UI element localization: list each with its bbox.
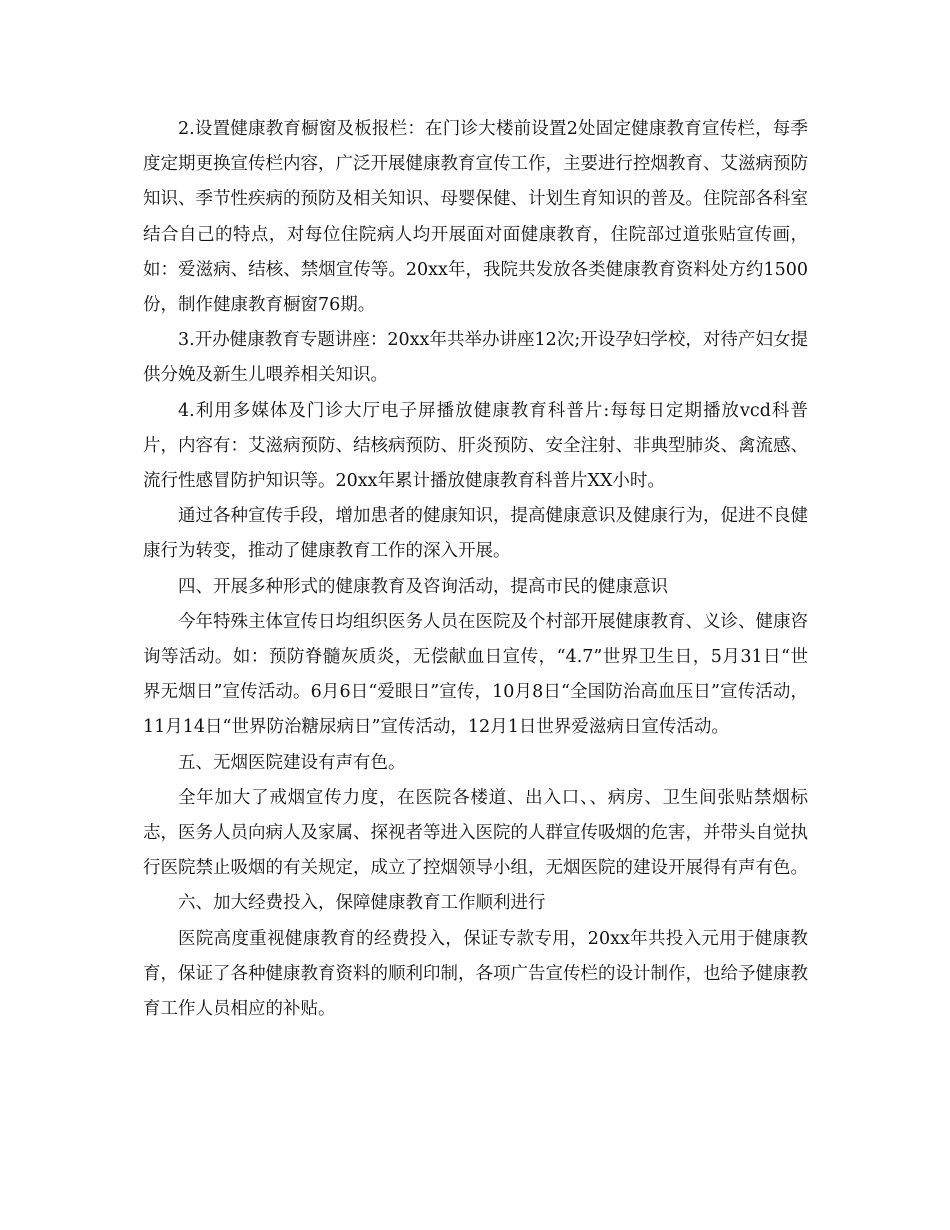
section-heading-5: 五、无烟医院建设有声有色。 xyxy=(178,752,406,773)
paragraph-display-window: 2.设置健康教育橱窗及板报栏：在门诊大楼前设置2处固定健康教育宣传栏，每季度定期更换宣传栏内容，广泛开展健康教育宣传工作，主要进行控烟教育、艾滋病预防知识、季节性疾病的预防及相关知识、母婴保健、计划生育知识的普及。住院部各科室结合自己的特点，对每位住院病人均开展面对面健康教育，住院部过道张贴宣传画，如：爱滋病、结核、禁烟宣传等。20xx年，我院共发放各类健康教育资料处方约1500份，制作健康教育橱窗76期。 xyxy=(143,119,808,316)
section-heading-4: 四、开展多种形式的健康教育及咨询活动，提高市民的健康意识 xyxy=(178,576,668,597)
document-body xyxy=(143,112,808,1027)
paragraph-smoke-free: 全年加大了戒烟宣传力度，在医院各楼道、出入口、、病房、卫生间张贴禁烟标志，医务人员向病人及家属、探视者等进入医院的人群宣传吸烟的危害，并带头自觉执行医院禁止吸烟的有关规定，成立了控烟领导小组，无烟医院的建设开展得有声有色。 xyxy=(143,787,808,879)
paragraph-multimedia: 4.利用多媒体及门诊大厅电子屏播放健康教育科普片:每每日定期播放vcd科普片，内容有：艾滋病预防、结核病预防、肝炎预防、安全注射、非典型肺炎、禽流感、流行性感冒防护知识等。20xx年累计播放健康教育科普片XX小时。 xyxy=(143,400,808,492)
paragraph-funding: 医院高度重视健康教育的经费投入，保证专款专用，20xx年共投入元用于健康教育，保证了各种健康教育资料的顺利印制，各项广告宣传栏的设计制作，也给予健康教育工作人员相应的补贴。 xyxy=(143,928,808,1020)
paragraph-summary: 通过各种宣传手段，增加患者的健康知识，提高健康意识及健康行为，促进不良健康行为转变，推动了健康教育工作的深入开展。 xyxy=(143,506,808,562)
section-heading-6: 六、加大经费投入，保障健康教育工作顺利进行 xyxy=(178,893,546,914)
paragraph-activities: 今年特殊主体宣传日均组织医务人员在医院及个村部开展健康教育、义诊、健康咨询等活动。如：预防脊髓灰质炎，无偿献血日宣传，“4.7”世界卫生日，5月31日“世界无烟日”宣传活动。6月6日“爱眼日”宣传，10月8日“全国防治高血压日”宣传活动，11月14日“世界防治糖尿病日”宣传活动，12月1日世界爱滋病日宣传活动。 xyxy=(143,611,808,738)
paragraph-lectures: 3.开办健康教育专题讲座：20xx年共举办讲座12次;开设孕妇学校，对待产妇女提供分娩及新生儿喂养相关知识。 xyxy=(143,330,808,386)
